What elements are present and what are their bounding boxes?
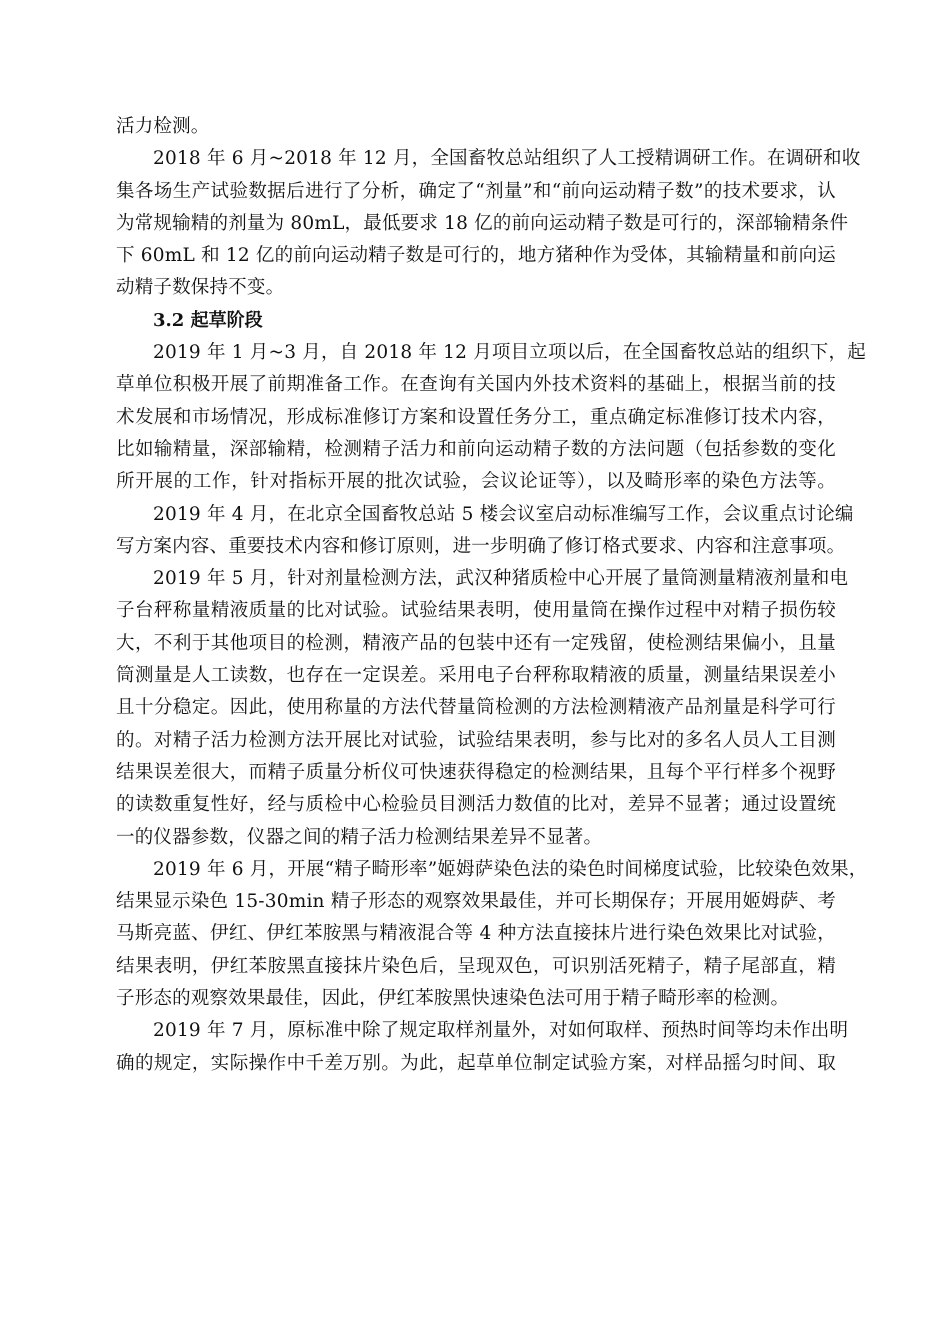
text-line: 术发展和市场情况，形成标准修订方案和设置任务分工，重点确定标准修订技术内容， (116, 406, 836, 428)
text-line: 所开展的工作，针对指标开展的批次试验，会议论证等），以及畸形率的染色方法等。 (116, 471, 836, 493)
text-line: 2019 年 7 月，原标准中除了规定取样剂量外，对如何取样、预热时间等均未作出明 (153, 1020, 849, 1042)
text-line: 的。对精子活力检测方法开展比对试验，试验结果表明，参与比对的多名人员人工目测 (116, 729, 836, 751)
text-line: 子形态的观察效果最佳，因此，伊红苯胺黑快速染色法可用于精子畸形率的检测。 (116, 988, 790, 1010)
paragraph (116, 1015, 849, 1080)
text-line: 2019 年 1 月~3 月，自 2018 年 12 月项目立项以后，在全国畜牧总站的组织下，起 (153, 342, 866, 364)
text-line: 写方案内容、重要技术内容和修订原则，进一步明确了修订格式要求、内容和注意事项。 (116, 535, 846, 557)
text-line: 马斯亮蓝、伊红、伊红苯胺黑与精液混合等 4 种方法直接抹片进行染色效果比对试验， (116, 923, 836, 945)
text-line: 2018 年 6 月~2018 年 12 月，全国畜牧总站组织了人工授精调研工作。在调研和收 (153, 148, 861, 170)
paragraph (116, 143, 861, 304)
text-line: 结果误差很大，而精子质量分析仪可快速获得稳定的检测结果，且每个平行样多个视野 (116, 761, 836, 783)
text-line: 2019 年 6 月，开展“精子畸形率”姬姆萨染色法的染色时间梯度试验，比较染色效果， (153, 858, 868, 880)
text-line: 2019 年 4 月，在北京全国畜牧总站 5 楼会议室启动标准编写工作，会议重点讨论编 (153, 503, 854, 525)
paragraph (116, 854, 868, 1015)
text-line: 子台秤称量精液质量的比对试验。试验结果表明，使用量筒在操作过程中对精子损伤较 (116, 600, 836, 622)
text-line: 结果显示染色 15-30min 精子形态的观察效果最佳，并可长期保存；开展用姬姆萨、考 (116, 891, 836, 913)
paragraph (116, 563, 849, 854)
text-line: 集各场生产试验数据后进行了分析，确定了“剂量”和“前向运动精子数”的技术要求，认 (116, 180, 836, 202)
text-line: 2019 年 5 月，针对剂量检测方法，武汉种猪质检中心开展了量筒测量精液剂量和电 (153, 568, 849, 590)
text-line: 且十分稳定。因此，使用称量的方法代替量筒检测的方法检测精液产品剂量是科学可行 (116, 697, 836, 719)
paragraph (116, 499, 854, 564)
text-line: 比如输精量，深部输精，检测精子活力和前向运动精子数的方法问题（包括参数的变化 (116, 438, 836, 460)
text-line: 大，不利于其他项目的检测，精液产品的包装中还有一定残留，使检测结果偏小，且量 (116, 632, 836, 654)
text-line: 活力检测。 (116, 116, 210, 137)
text-line: 筒测量是人工读数，也存在一定误差。采用电子台秤称取精液的质量，测量结果误差小 (116, 665, 836, 687)
text-line: 确的规定，实际操作中千差万别。为此，起草单位制定试验方案，对样品摇匀时间、取 (116, 1052, 836, 1074)
text-line: 结果表明，伊红苯胺黑直接抹片染色后，呈现双色，可识别活死精子，精子尾部直，精 (116, 955, 836, 977)
text-line: 下 60mL 和 12 亿的前向运动精子数是可行的，地方猪种作为受体，其输精量和前向运 (116, 245, 836, 267)
section-heading: 3.2 起草阶段 (153, 309, 263, 331)
text-line: 动精子数保持不变。 (116, 277, 285, 299)
text-line: 的读数重复性好，经与质检中心检验员目测活力数值的比对，差异不显著；通过设置统 (116, 794, 836, 816)
text-line: 一的仪器参数，仪器之间的精子活力检测结果差异不显著。 (116, 826, 603, 848)
text-line: 草单位积极开展了前期准备工作。在查询有关国内外技术资料的基础上，根据当前的技 (116, 374, 836, 396)
text-line: 为常规输精的剂量为 80mL，最低要求 18 亿的前向运动精子数是可行的，深部输精条件 (116, 212, 849, 234)
document-page (116, 111, 868, 1080)
paragraph (116, 337, 866, 498)
